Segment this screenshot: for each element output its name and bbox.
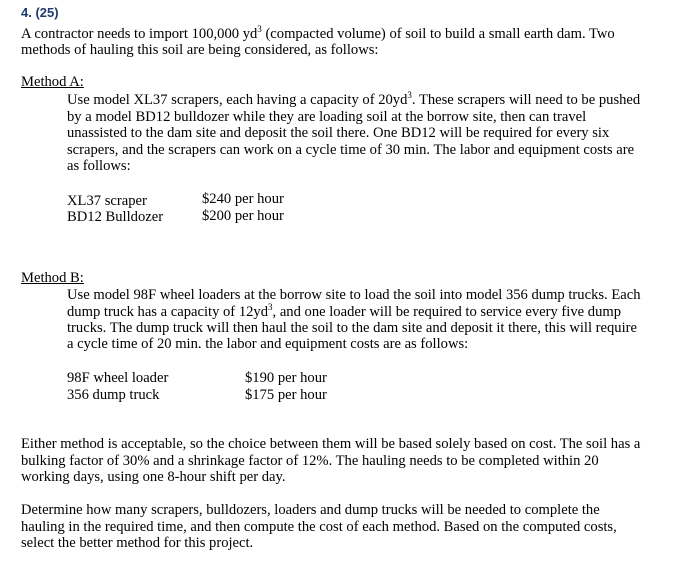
cost-item: XL37 scraper	[67, 193, 147, 209]
cost-value: $240 per hour	[202, 191, 284, 207]
body-paragraph-line: hauling in the required time, and then compute the cost of each method. Based on the computed costs,	[21, 519, 617, 535]
body-paragraph-line: Determine how many scrapers, bulldozers, loaders and dump trucks will be needed to complete the	[21, 502, 600, 518]
method-b-line: Use model 98F wheel loaders at the borrow site to load the soil into model 356 dump trucks. Each	[67, 287, 641, 303]
method-a-line: as follows:	[67, 158, 131, 174]
method-a-line: by a model BD12 bulldozer while they are loading soil at the borrow site, then can travel	[67, 109, 587, 125]
method-b-line: trucks. The dump truck will then haul the soil to the dam site and deposit it there, this will require	[67, 320, 637, 336]
method-a-heading: Method A:	[21, 74, 84, 90]
intro-line-2: methods of hauling this soil are being considered, as follows:	[21, 42, 379, 58]
body-paragraph-line: bulking factor of 30% and a shrinkage factor of 12%. The hauling needs to be completed within 20	[21, 453, 599, 469]
cost-item: 356 dump truck	[67, 387, 160, 403]
cost-item: 98F wheel loader	[67, 370, 169, 386]
cost-item: BD12 Bulldozer	[67, 209, 164, 225]
body-paragraph-line: select the better method for this project.	[21, 535, 254, 551]
cost-value: $190 per hour	[245, 370, 327, 386]
method-b-line: dump truck has a capacity of $12yd^3$, and one loader will be required to service every five dump	[67, 302, 622, 320]
question-number: 4. (25)	[21, 5, 59, 20]
body-paragraph-line: working days, using one 8-hour shift per day.	[21, 469, 286, 485]
method-b-heading: Method B:	[21, 270, 84, 286]
method-a-line: scrapers, and the scrapers can work on a cycle time of 30 min. The labor and equipment costs are	[67, 142, 635, 158]
intro-line-1: A contractor needs to import 100,000 $yd^3$ (compacted volume) of soil to build a small earth dam. Two	[21, 24, 615, 42]
body-paragraph-line: Either method is acceptable, so the choice between them will be based solely based on cost. The soil has a	[21, 436, 641, 452]
method-b-line: a cycle time of 20 min. the labor and equipment costs are as follows:	[67, 336, 469, 352]
cost-value: $200 per hour	[202, 208, 284, 224]
method-a-line: Use model XL37 scrapers, each having a capacity of $20yd^3$. These scrapers will need to be pushed	[67, 90, 641, 108]
cost-value: $175 per hour	[245, 387, 327, 403]
method-a-line: unassisted to the dam site and deposit the soil there. One BD12 will be required for every six	[67, 125, 610, 141]
